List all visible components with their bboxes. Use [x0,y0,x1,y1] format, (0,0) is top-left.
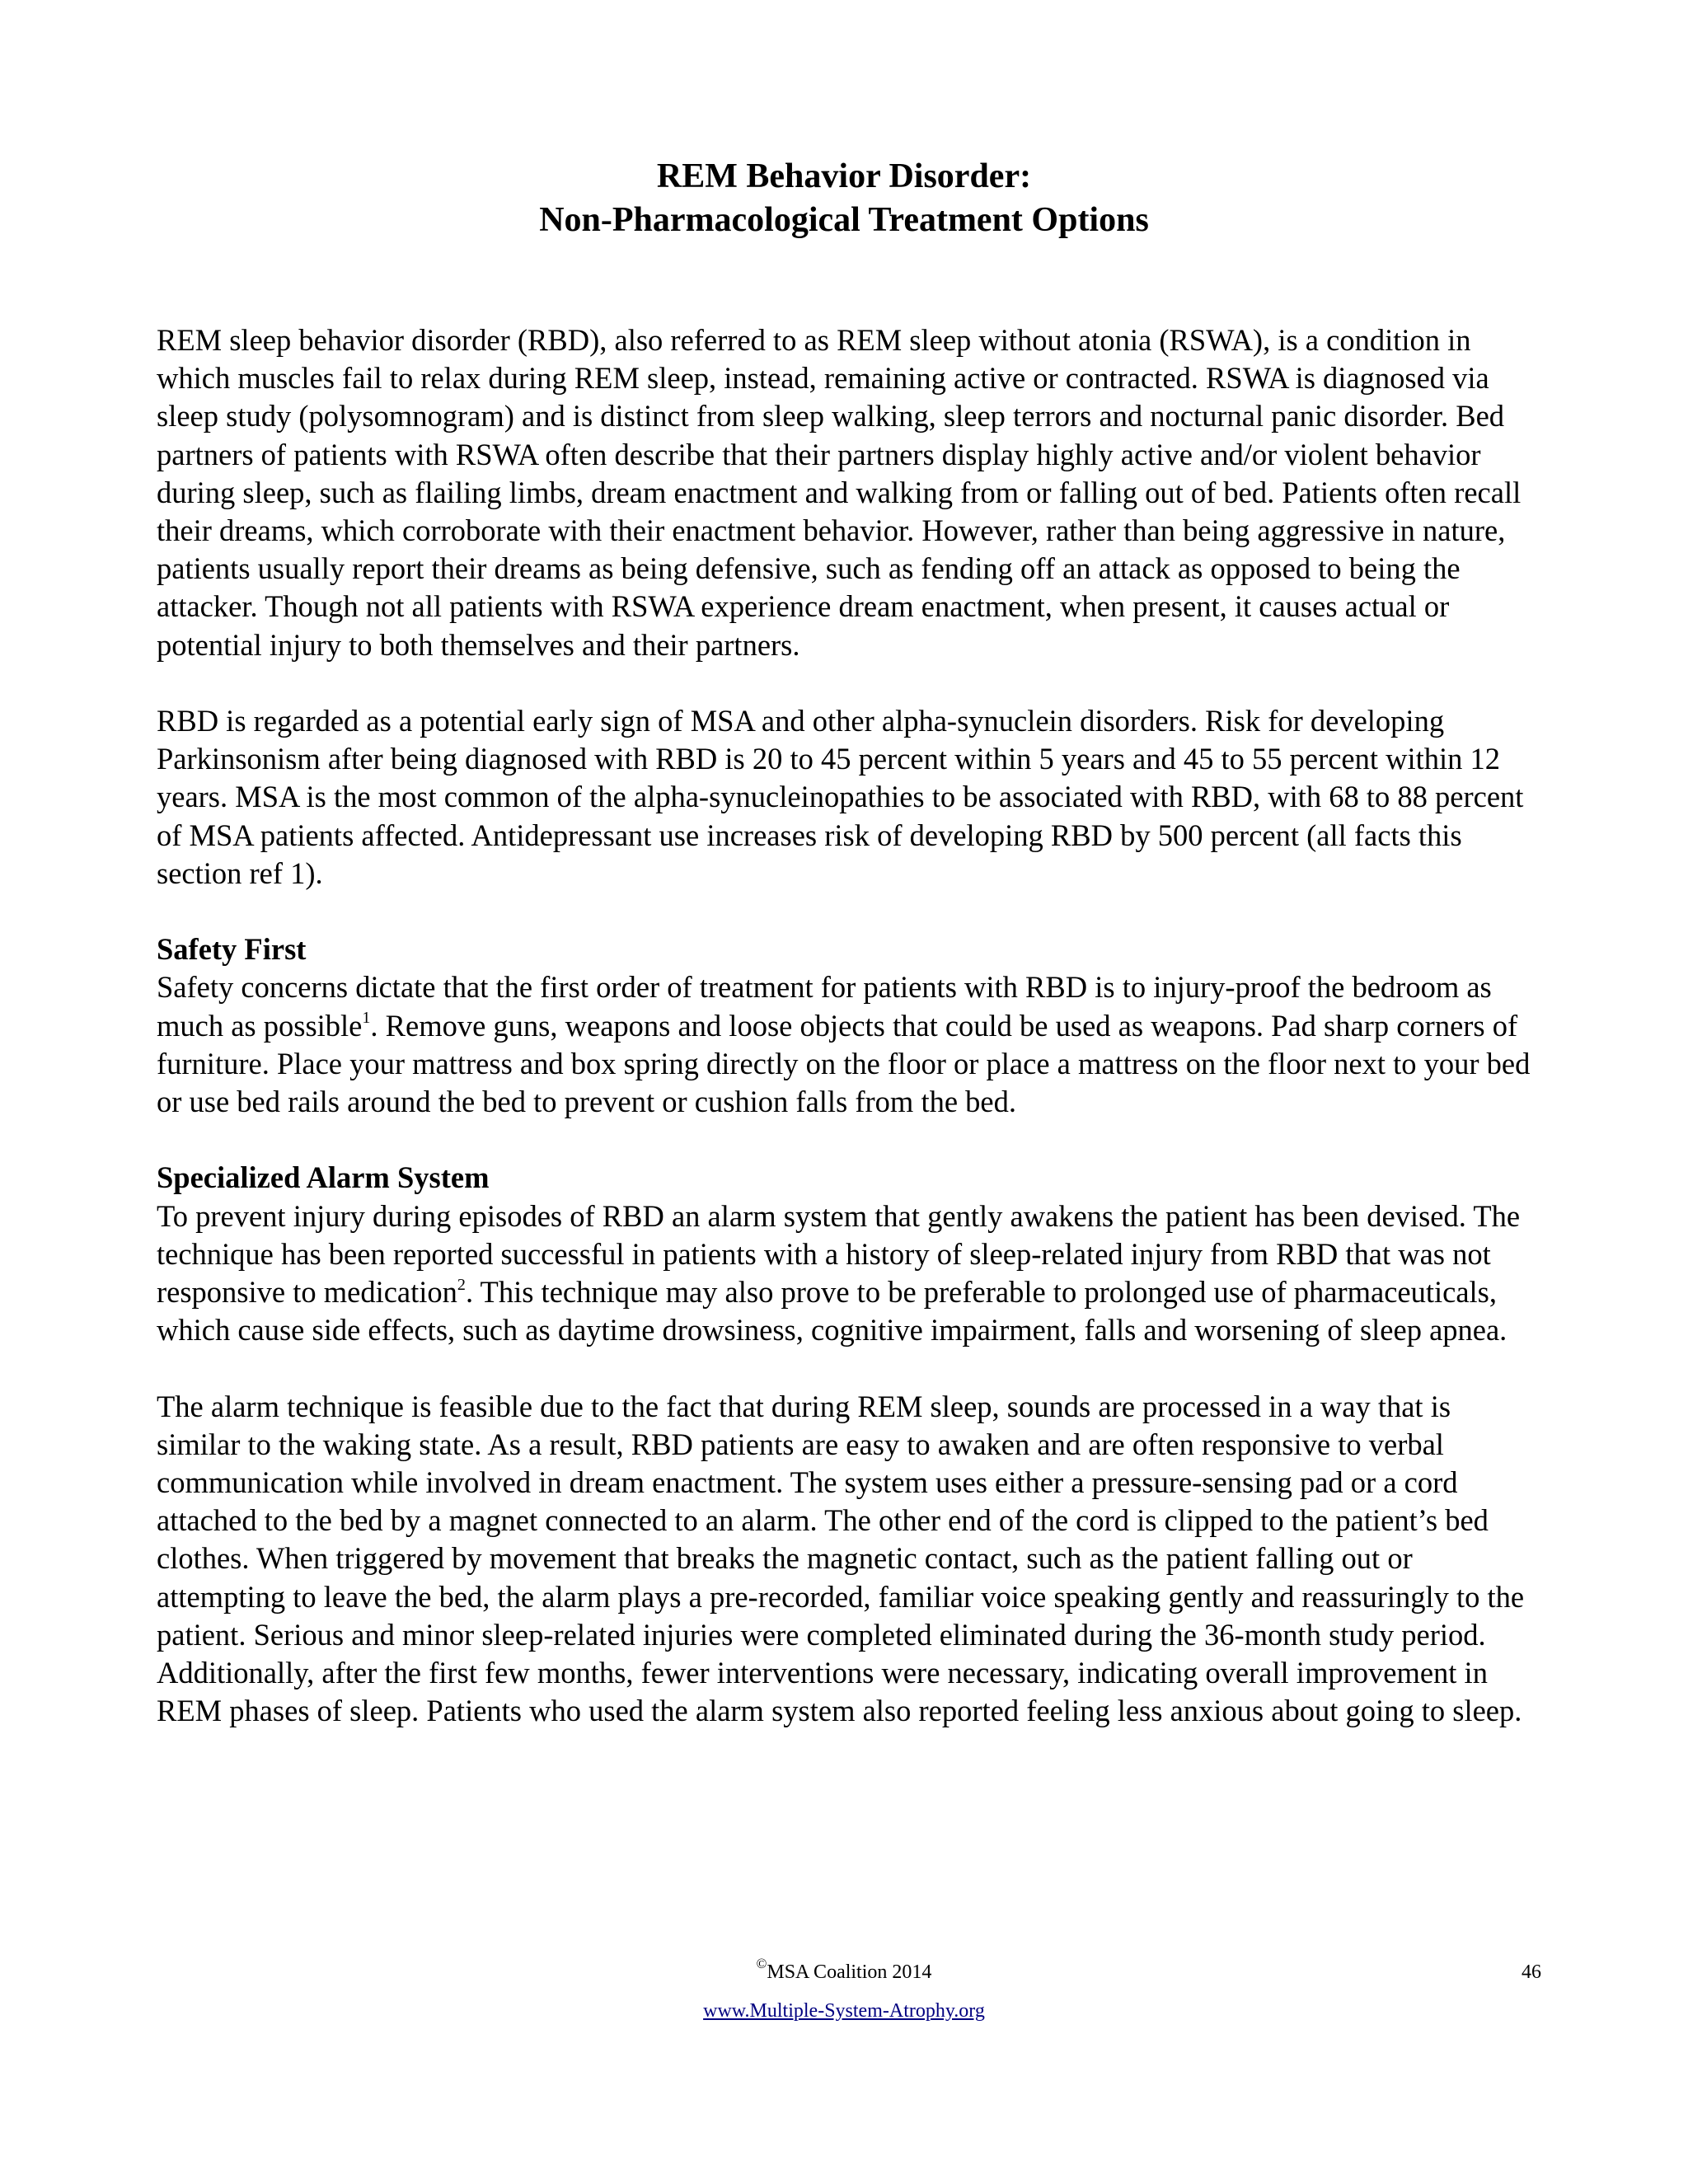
intro-paragraph-2: RBD is regarded as a potential early sign of MSA and other alpha-synuclein disorders. Risk for developing Parkinsonism after being diagnosed with RBD is 20 to 45 percent within 5 years and 45 to 55 percent within 12 years. MSA is the most common of the alpha-synucleinopathies to be associated with RBD, with 68 to 88 percent of MSA patients affected. Antidepressant use increases risk of developing RBD by 500 percent (all facts this section ref 1). [157,704,1524,890]
document-title [0,155,1688,242]
alarm-heading: Specialized Alarm System [157,1160,490,1195]
body-text [157,321,1541,1730]
footer-link-container [0,1999,1688,2023]
footer-copyright [0,1956,1688,1985]
safety-reference: 1 [362,1009,371,1028]
title-line-1: REM Behavior Disorder: [656,157,1032,195]
title-line-2: Non-Pharmacological Treatment Options [539,201,1149,239]
website-link[interactable]: www.Multiple-System-Atrophy.org [703,2000,985,2022]
copyright-symbol: © [756,1956,767,1971]
alarm-reference: 2 [457,1275,466,1294]
safety-paragraph [157,968,1541,1121]
alarm-text-b: . This technique may also prove to be preferable to prolonged use of pharmaceuticals, which cause side effects, such as daytime drowsiness, cognitive impairment, falls and worsening of sleep apnea. [157,1275,1507,1347]
alarm-text-a: To prevent injury during episodes of RBD an alarm system that gently awakens the patient has been devised. The technique has been reported successful in patients with a history of sleep-related injury from RBD that was not responsive to medication [157,1198,1521,1310]
safety-text-b: . Remove guns, weapons and loose objects that could be used as weapons. Pad sharp corners of furniture. Place your mattress and box spring directly on the floor or place a mattress on the floor next to your bed or use bed rails around the bed to prevent or cushion falls from the bed. [157,1008,1531,1119]
alarm-paragraph-2: The alarm technique is feasible due to the fact that during REM sleep, sounds are processed in a way that is similar to the waking state. As a result, RBD patients are easy to awaken and are often responsive to verbal communication while involved in dream enactment. The system uses either a pressure-sensing pad or a cord attached to the bed by a magnet connected to an alarm. The other end of the cord is clipped to the patient’s bed clothes. When triggered by movement that breaks the magnetic contact, such as the patient falling out or attempting to leave the bed, the alarm plays a pre-recorded, familiar voice speaking gently and reassuringly to the patient. Serious and minor sleep-related injuries were completed eliminated during the 36-month study period. Additionally, after the first few months, fewer interventions were necessary, indicating overall improvement in REM phases of sleep. Patients who used the alarm system also reported feeling less anxious about going to sleep. [157,1389,1525,1728]
intro-paragraph-1: REM sleep behavior disorder (RBD), also referred to as REM sleep without atonia (RSWA), is a condition in which muscles fail to relax during REM sleep, instead, remaining active or contracted. RSWA is diagnosed via sleep study (polysomnogram) and is distinct from sleep walking, sleep terrors and nocturnal panic disorder. Bed partners of patients with RSWA often describe that their partners display highly active and/or violent behavior during sleep, such as flailing limbs, dream enactment and walking from or falling out of bed. Patients often recall their dreams, which corroborate with their enactment behavior. However, rather than being aggressive in nature, patients usually report their dreams as being defensive, such as fending off an attack as opposed to being the attacker. Though not all patients with RSWA experience dream enactment, when present, it causes actual or potential injury to both themselves and their partners. [157,323,1522,662]
alarm-paragraph-1 [157,1197,1541,1350]
page-number: 46 [1522,1961,1541,1983]
safety-heading: Safety First [157,932,307,967]
copyright-text: MSA Coalition 2014 [767,1961,932,1983]
safety-text-a: Safety concerns dictate that the first order of treatment for patients with RBD is to injury-proof the bedroom as much as possible [157,970,1492,1043]
